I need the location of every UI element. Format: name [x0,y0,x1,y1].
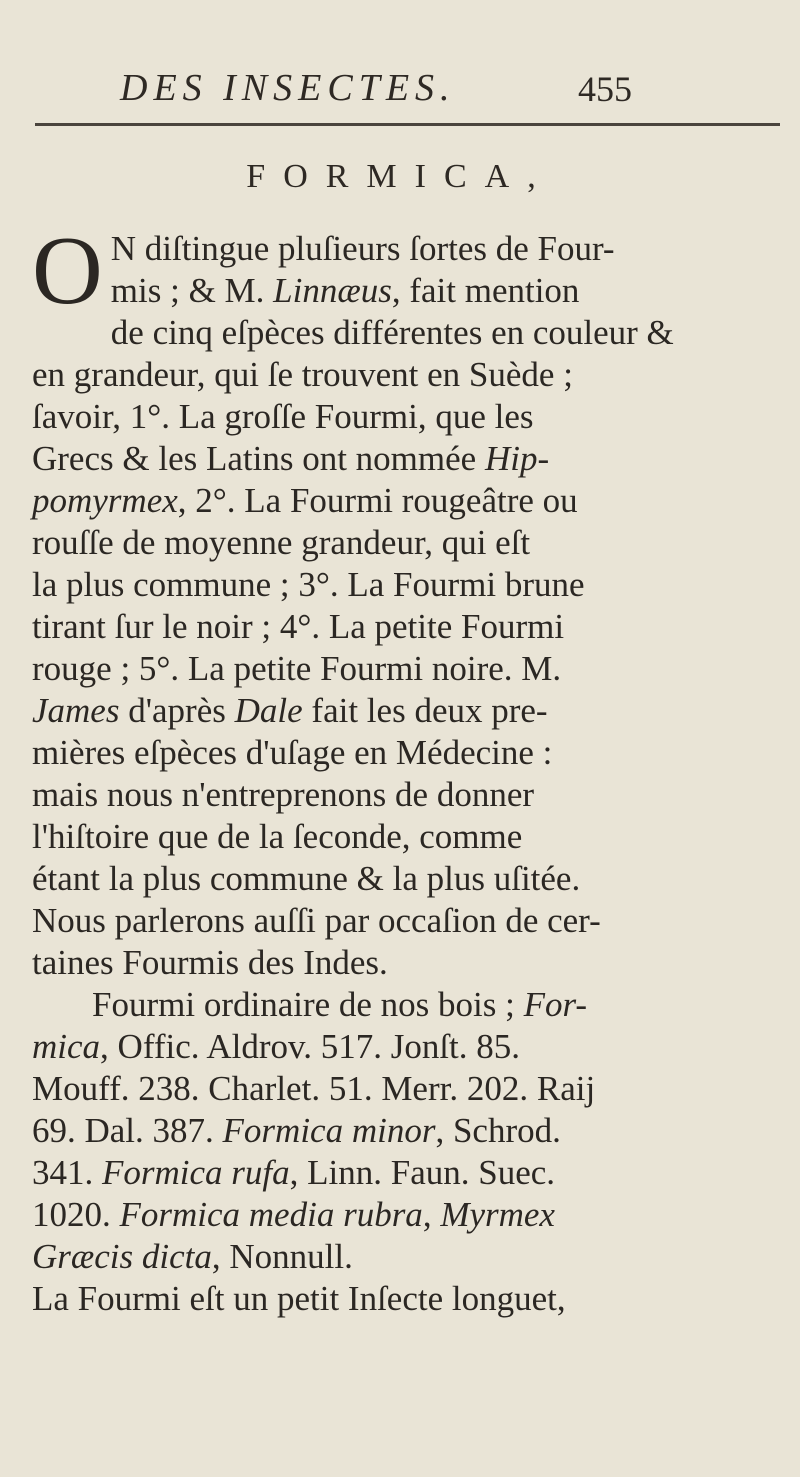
text-line: rouſſe de moyenne grandeur, qui eſt [32,523,531,562]
text-line: James d'après Dale fait les deux pre- [32,691,548,730]
page-header [0,60,800,110]
text-line: de cinq eſpèces différentes en couleur & [110,313,674,352]
drop-cap: O [32,217,103,325]
text-line: Mouff. 238. Charlet. 51. Merr. 202. Raij [32,1069,596,1108]
text-line: mais nous n'entreprenons de donner [32,775,535,814]
text-line: Fourmi ordinaire de nos bois ; For- [92,985,588,1024]
text-line: N diſtingue pluſieurs ſortes de Four- [110,229,615,268]
text-line: tirant ſur le noir ; 4°. La petite Fourmi [32,607,565,646]
text-line: 1020. Formica media rubra, Myrmex [32,1195,555,1234]
paragraph-1 [32,217,777,984]
text-line: étant la plus commune & la plus uſitée. [32,859,581,898]
text-line: pomyrmex, 2°. La Fourmi rougeâtre ou [32,481,578,520]
text-line: mica, Offic. Aldrov. 517. Jonſt. 85. [32,1027,521,1066]
section-title: FORMICA, [246,158,554,195]
body-text [32,217,777,1320]
header-rule [35,123,780,126]
paragraph-3 [32,1278,777,1320]
text-line: La Fourmi eſt un petit Inſecte longuet, [32,1279,566,1318]
paragraph-2 [32,984,777,1278]
text-line: ſavoir, 1°. La groſſe Fourmi, que les [32,397,534,436]
text-line: mières eſpèces d'uſage en Médecine : [32,733,553,772]
page-number: 455 [578,69,632,109]
text-line: Græcis dicta, Nonnull. [32,1237,353,1276]
text-line: Grecs & les Latins ont nommée Hip- [32,439,550,478]
text-line: mis ; & M. Linnæus, fait mention [110,271,580,310]
text-line: en grandeur, qui ſe trouvent en Suède ; [32,355,573,394]
text-line: Nous parlerons auſſi par occaſion de cer- [32,901,601,940]
text-line: 341. Formica rufa, Linn. Faun. Suec. [32,1153,556,1192]
text-line: la plus commune ; 3°. La Fourmi brune [32,565,585,604]
text-line: 69. Dal. 387. Formica minor, Schrod. [32,1111,561,1150]
author-name: Linnæus [273,271,392,310]
text-line: taines Fourmis des Indes. [32,943,388,982]
running-head: DES INSECTES. [120,67,456,109]
text-line: rouge ; 5°. La petite Fourmi noire. M. [32,649,562,688]
text-line: l'hiſtoire que de la ſeconde, comme [32,817,523,856]
